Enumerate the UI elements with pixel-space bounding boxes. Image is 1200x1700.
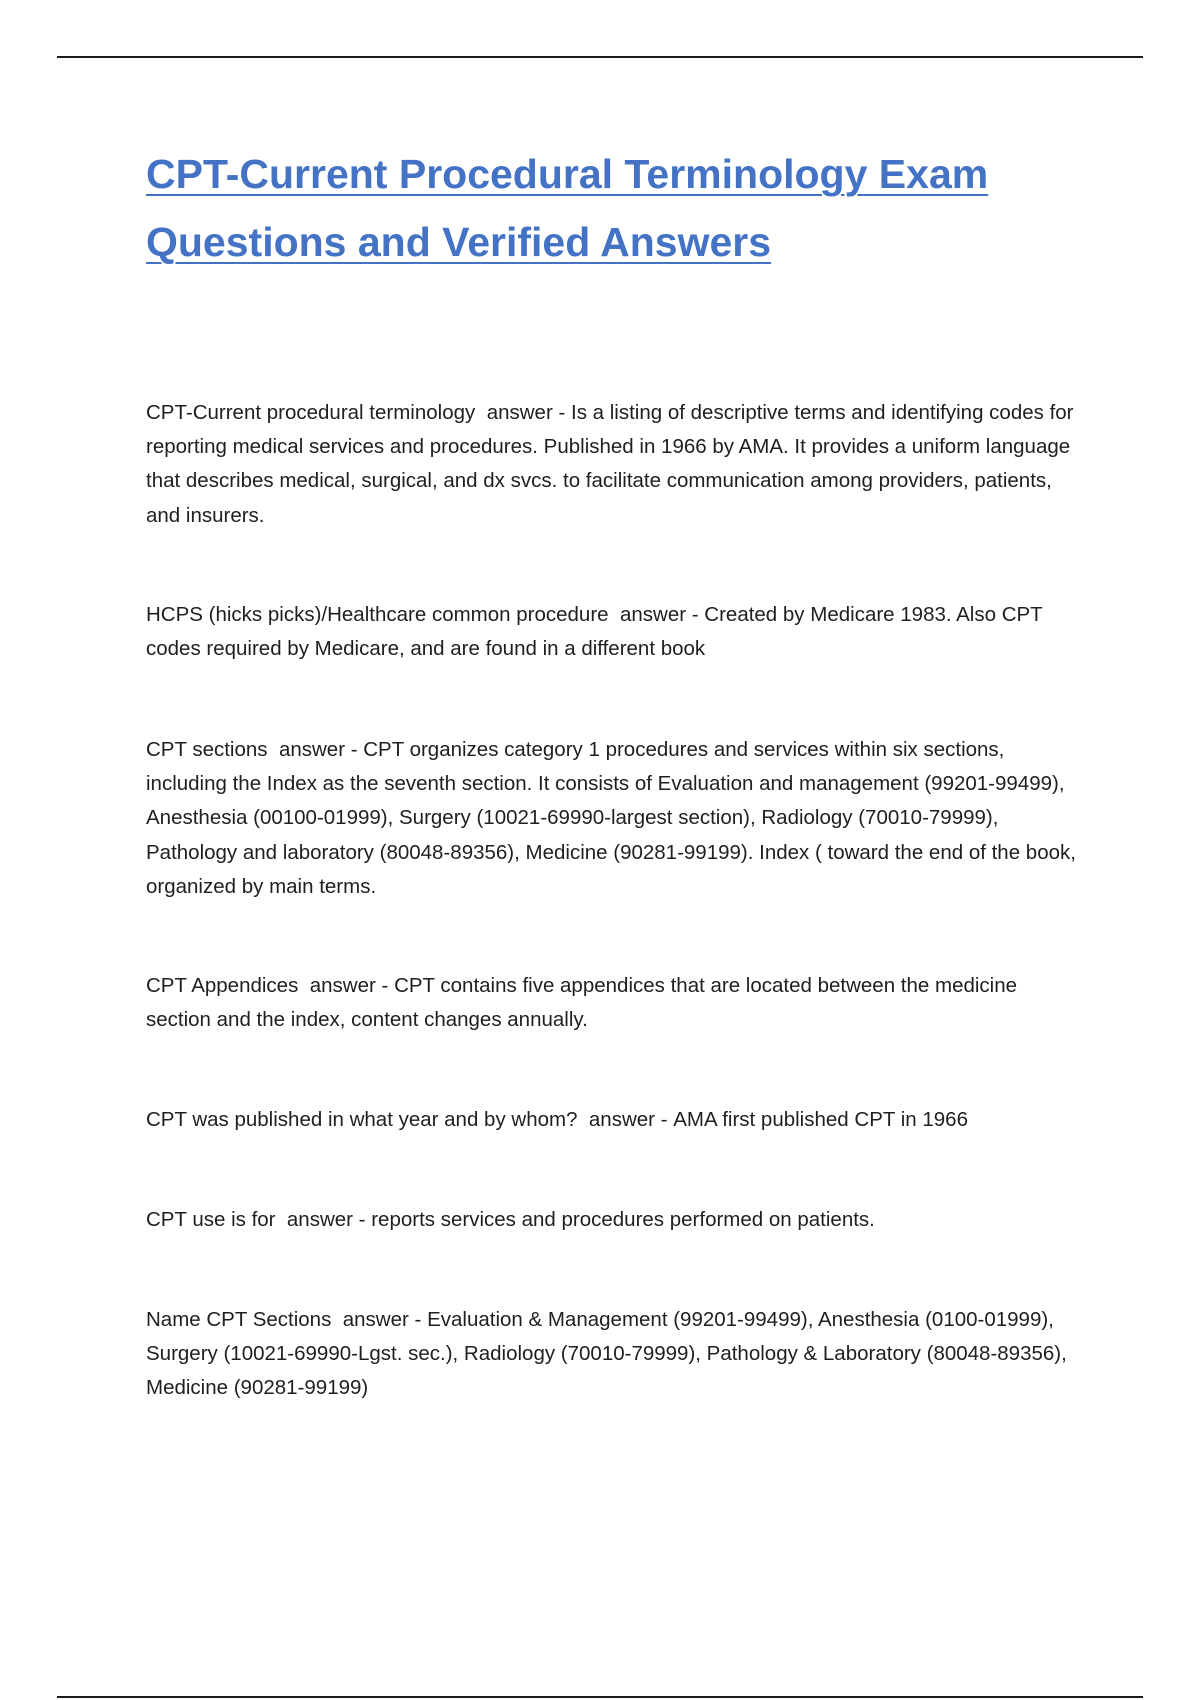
qa-term: CPT sections: [146, 738, 268, 761]
answer-keyword: answer -: [619, 603, 699, 626]
document-title: CPT-Current Procedural Terminology Exam Questions and Verified Answers: [146, 151, 989, 265]
answer-keyword: answer -: [286, 1208, 366, 1231]
qa-entry-cpt-published: [146, 1103, 1076, 1137]
qa-term: CPT Appendices: [146, 974, 299, 997]
answer-keyword: answer -: [588, 1108, 668, 1131]
answer-keyword: answer -: [342, 1308, 422, 1331]
qa-entry-cpt-sections: [146, 733, 1076, 904]
qa-term: HCPS (hicks picks)/Healthcare common procedure: [146, 603, 609, 626]
qa-answer: Created by Medicare 1983. Also CPT codes required by Medicare, and are found in a different book: [146, 603, 1043, 661]
qa-term: CPT use is for: [146, 1208, 276, 1231]
qa-entry-name-cpt-sections: [146, 1303, 1076, 1406]
qa-entry-hcps: [146, 598, 1076, 666]
qa-entry-cpt-definition: [146, 396, 1076, 533]
footer-rule: [57, 1696, 1143, 1698]
qa-answer: Evaluation & Management (99201-99499), Anesthesia (0100-01999), Surgery (10021-69990-Lgst. sec.), Radiology (70010-79999), Pathology & Laboratory (80048-89356), Medicine (90281-99199): [146, 1308, 1067, 1400]
qa-term: Name CPT Sections: [146, 1308, 332, 1331]
answer-keyword: answer -: [486, 401, 566, 424]
qa-term: CPT-Current procedural terminology: [146, 401, 476, 424]
answer-keyword: answer -: [278, 738, 358, 761]
header-rule: [57, 56, 1143, 58]
qa-entry-cpt-appendices: [146, 969, 1076, 1037]
qa-answer: reports services and procedures performed on patients.: [371, 1208, 875, 1231]
qa-entry-cpt-use: [146, 1203, 1076, 1237]
qa-answer: CPT organizes category 1 procedures and services within six sections, including the Index as the seventh section. It consists of Evaluation and management (99201-99499), Anesthesia (00100-01999), Surgery (10021-69990-largest section), Radiology (70010-79999), Pathology and laboratory (80048-89356), Medicine (90281-99199). Index ( toward the end of the book, organized by main terms.: [146, 738, 1076, 898]
qa-answer: AMA first published CPT in 1966: [673, 1108, 968, 1131]
qa-term: CPT was published in what year and by whom?: [146, 1108, 578, 1131]
qa-answer: CPT contains five appendices that are located between the medicine section and the index, content changes annually.: [146, 974, 1018, 1032]
answer-keyword: answer -: [309, 974, 389, 997]
qa-answer: Is a listing of descriptive terms and identifying codes for reporting medical services and procedures. Published in 1966 by AMA. It provides a uniform language that describes medical, surgical, and dx svcs. to facilitate communication among providers, patients, and insurers.: [146, 401, 1074, 527]
